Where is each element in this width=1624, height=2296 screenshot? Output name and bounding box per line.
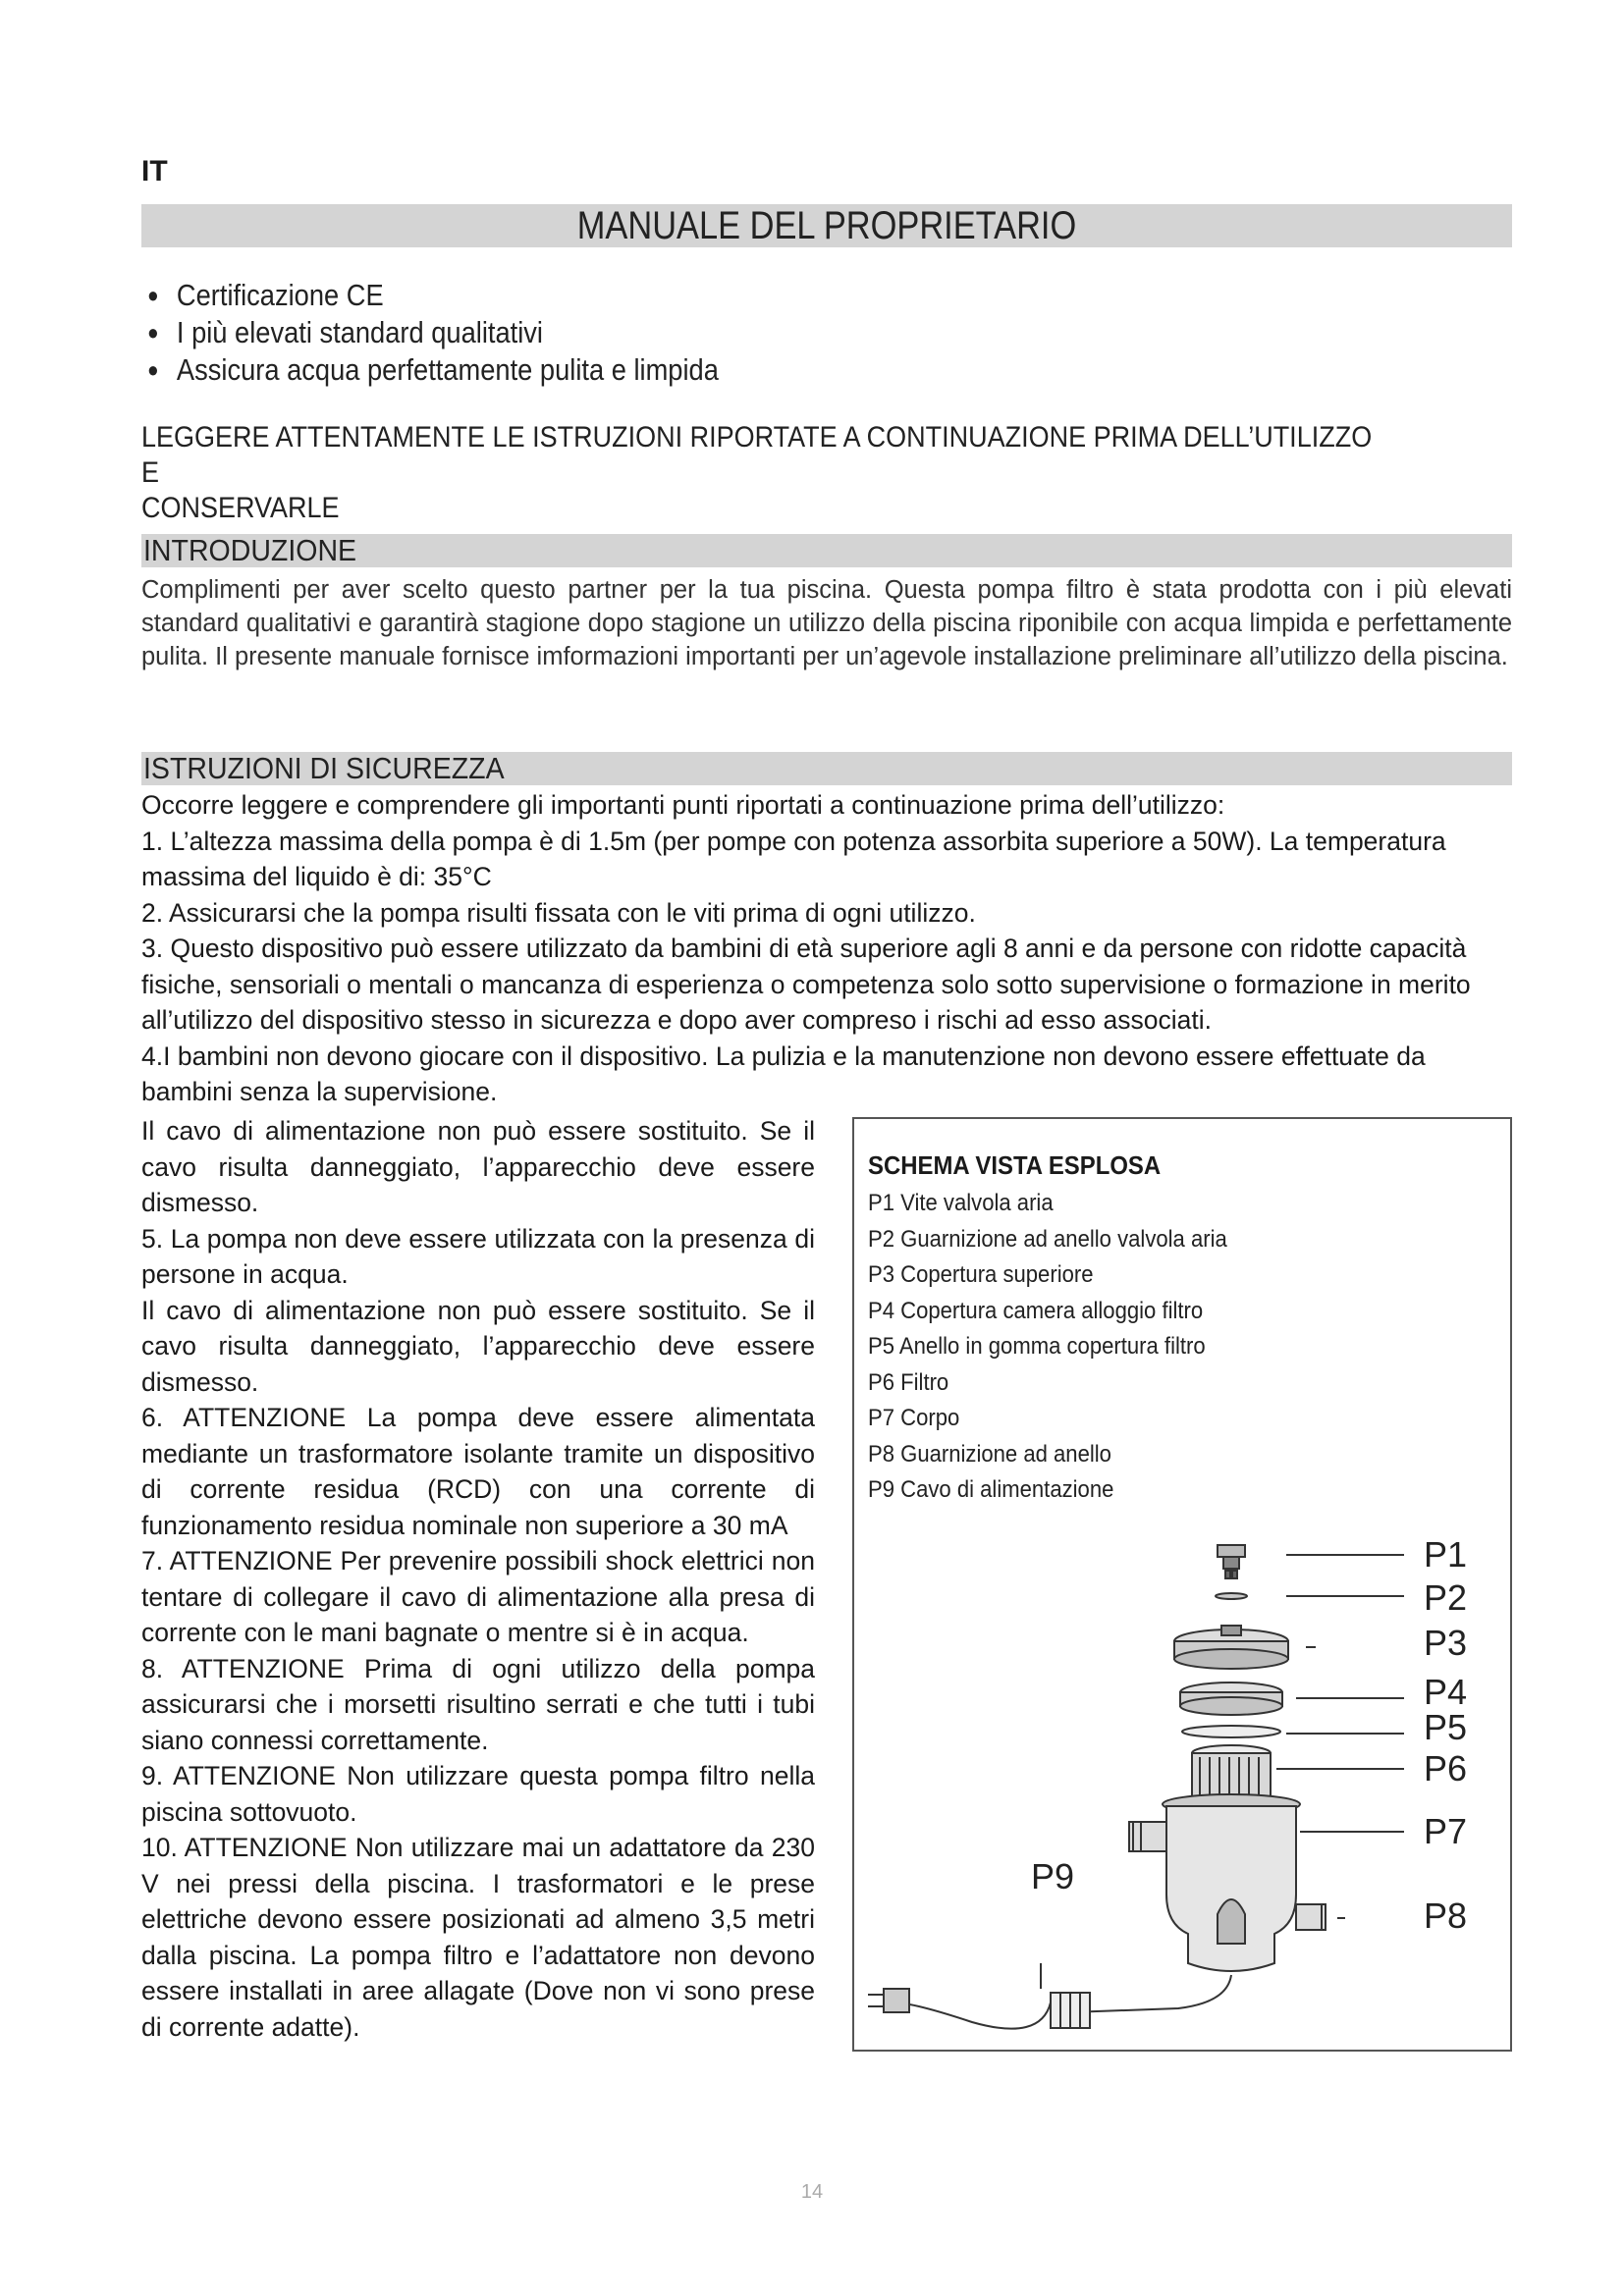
part-item: P1 Vite valvola aria <box>868 1190 1054 1216</box>
air-valve-oring-icon <box>1216 1593 1247 1599</box>
filter-cartridge-icon <box>1192 1745 1271 1798</box>
intro-heading-bar <box>141 534 1512 567</box>
safety-column <box>141 1113 815 2045</box>
intro-text: Complimenti per aver scelto questo partner per la tua piscina. Questa pompa filtro è stata prodotta con i più elevati standard qualitativi e garantirà stagione dopo stagione un utilizzo della piscina riponibile con acqua limpida e perfettamente pulita. Il presente manuale fornisce imformazioni importanti per un’agevole installazione preliminare all’utilizzo della piscina. <box>141 576 1512 670</box>
safety-item: 1. L’altezza massima della pompa è di 1.5m (per pompe con potenza assorbita superiore a 50W). La temperatura massima del liquido è di: 35°C <box>141 826 1446 891</box>
language-code: IT <box>141 155 168 187</box>
label-p3: P3 <box>1424 1623 1468 1663</box>
label-p5: P5 <box>1424 1707 1468 1747</box>
label-p6: P6 <box>1424 1748 1468 1789</box>
intro-heading: INTRODUZIONE <box>143 533 357 567</box>
power-cable-icon <box>868 1963 1231 2029</box>
read-warning <box>141 420 1516 526</box>
feature-item: ● I più elevati standard qualitativi <box>147 314 719 351</box>
label-p2: P2 <box>1424 1577 1468 1618</box>
pump-exploded-diagram <box>854 1512 1510 2042</box>
read-warning-line: LEGGERE ATTENTAMENTE LE ISTRUZIONI RIPORTATE A CONTINUAZIONE PRIMA DELL’UTILIZZO E <box>141 421 1373 489</box>
filter-chamber-cover-icon <box>1180 1682 1282 1715</box>
top-cover-icon <box>1174 1626 1288 1669</box>
part-item: P7 Corpo <box>868 1405 960 1431</box>
label-p9: P9 <box>1031 1856 1075 1896</box>
label-p7: P7 <box>1424 1811 1468 1851</box>
safety-item: Il cavo di alimentazione non può essere sostituito. Se il cavo risulta danneggiato, l’apparecchio deve essere dismesso. <box>141 1116 815 1217</box>
part-item: P4 Copertura camera alloggio filtro <box>868 1297 1204 1324</box>
part-item: P5 Anello in gomma copertura filtro <box>868 1333 1206 1360</box>
safety-item: 5. La pompa non deve essere utilizzata con la presenza di persone in acqua. <box>141 1223 815 1289</box>
feature-item: ● Certificazione CE <box>147 277 719 314</box>
safety-item: 3. Questo dispositivo può essere utilizzato da bambini di età superiore agli 8 anni e da persone con ridotte capacità fisiche, sensoriali o mentali o mancanza di esperienza o competenza solo sotto supervisione o formazione in merito all’utilizzo del dispositivo stesso in sicurezza e dopo aver compreso i rischi ad esso associati. <box>141 934 1471 1035</box>
safety-item: 10. ATTENZIONE Non utilizzare mai un adattatore da 230 V nei pressi della piscina. I trasformatori e le prese elettriche devono essere posizionati ad almeno 3,5 metri dalla piscina. La pompa filtro e l’adattatore non devono essere installati in aree allagate (Dove non vi sono prese di corrente adatte). <box>141 1833 815 2042</box>
part-item: P2 Guarnizione ad anello valvola aria <box>868 1225 1227 1253</box>
page-title: MANUALE DEL PROPRIETARIO <box>576 204 1077 247</box>
rubber-ring-icon <box>1182 1726 1280 1737</box>
safety-instructions <box>141 787 1516 1110</box>
feature-item: ● Assicura acqua perfettamente pulita e limpida <box>147 351 719 389</box>
diagram-title: SCHEMA VISTA ESPLOSA <box>868 1150 1162 1180</box>
pump-body-icon <box>1129 1794 1326 1971</box>
feature-list <box>147 277 796 389</box>
part-item: P6 Filtro <box>868 1368 949 1396</box>
part-item: P9 Cavo di alimentazione <box>868 1476 1114 1503</box>
safety-item: 9. ATTENZIONE Non utilizzare questa pompa filtro nella piscina sottovuoto. <box>141 1761 815 1827</box>
safety-item: 7. ATTENZIONE Per prevenire possibili shock elettrici non tentare di collegare il cavo di alimentazione alla presa di corrente con le mani bagnate o mentre si è in acqua. <box>141 1546 815 1647</box>
parts-list <box>868 1186 1259 1509</box>
part-item: P8 Guarnizione ad anello <box>868 1440 1111 1468</box>
label-p1: P1 <box>1424 1534 1468 1575</box>
safety-item: 6. ATTENZIONE La pompa deve essere alimentata mediante un trasformatore isolante tramite un dispositivo di corrente residua (RCD) con una corrente di funzionamento residua nominale non superiore a 30 mA <box>141 1403 815 1540</box>
read-warning-line: CONSERVARLE <box>141 492 340 524</box>
part-item: P3 Copertura superiore <box>868 1261 1094 1288</box>
safety-item: 8. ATTENZIONE Prima di ogni utilizzo della pompa assicurarsi che i morsetti risultino serrati e che tutti i tubi siano connessi correttamente. <box>141 1653 815 1755</box>
title-bar <box>141 204 1512 247</box>
safety-item: 2. Assicurarsi che la pompa risulti fissata con le viti prima di ogni utilizzo. <box>141 897 976 928</box>
label-p8: P8 <box>1424 1896 1468 1936</box>
safety-heading: ISTRUZIONI DI SICUREZZA <box>143 751 505 785</box>
safety-item: Il cavo di alimentazione non può essere sostituito. Se il cavo risulta danneggiato, l’apparecchio deve essere dismesso. <box>141 1295 815 1397</box>
label-p4: P4 <box>1424 1672 1468 1712</box>
safety-heading-bar <box>141 752 1512 785</box>
safety-item: Occorre leggere e comprendere gli importanti punti riportati a continuazione prima dell’utilizzo: <box>141 790 1225 820</box>
safety-item: 4.I bambini non devono giocare con il dispositivo. La pulizia e la manutenzione non devono essere effettuate da bambini senza la supervisione. <box>141 1041 1426 1106</box>
air-valve-screw-icon <box>1218 1545 1245 1578</box>
page-number: 14 <box>800 2181 824 2203</box>
